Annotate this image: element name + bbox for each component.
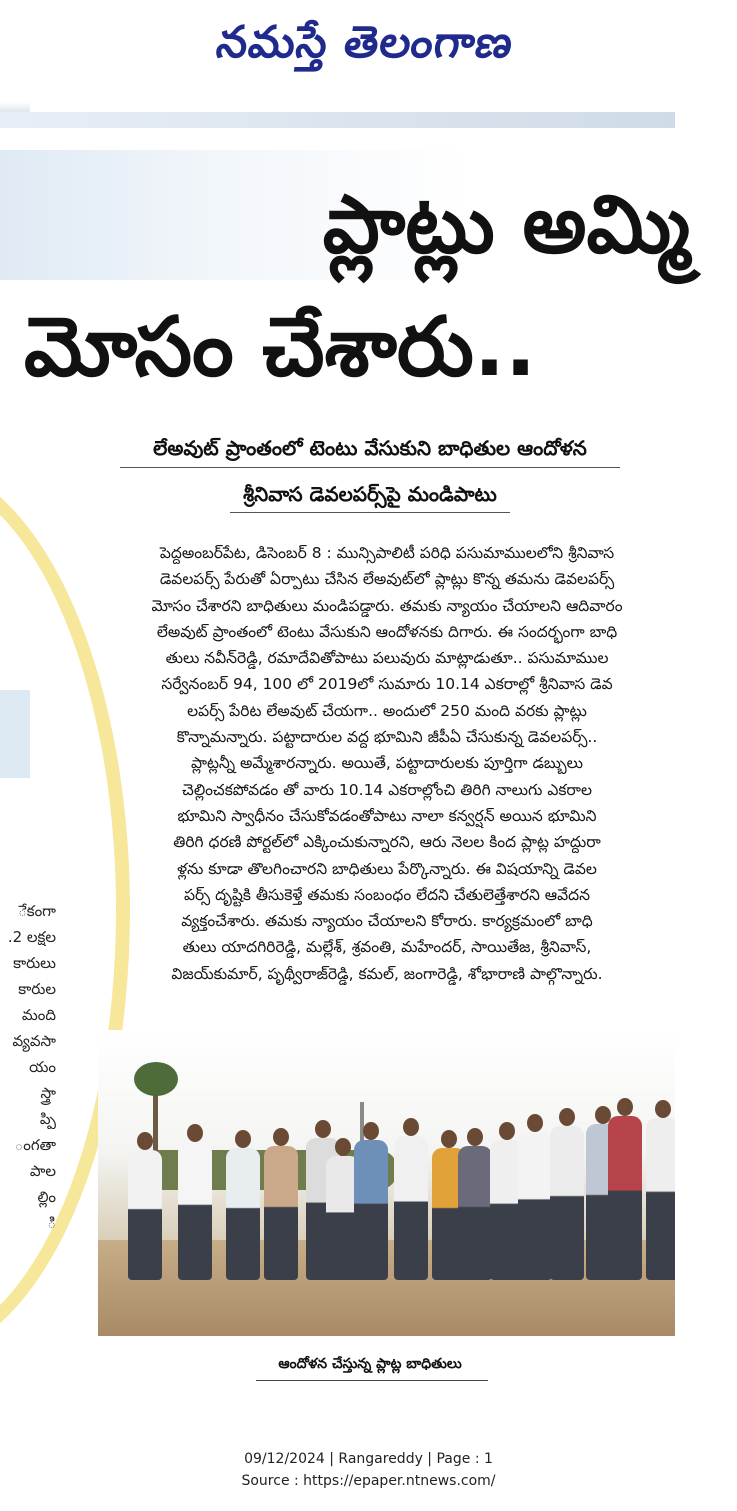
side-line: కారులు: [13, 954, 56, 972]
article-line: భూమిని స్వాధీనం చేసుకోవడంతోపాటు నాలా కన్వర్షన్ అయిన భూమిని: [177, 806, 597, 825]
article-line: వ్యక్తంచేశారు. తమకు న్యాయం చేయాలని కోరారు. కార్యక్రమంలో బాధి: [181, 912, 593, 931]
photo-person: [394, 1136, 428, 1280]
subheadline-1: లేఅవుట్ ప్రాంతంలో టెంటు వేసుకుని బాధితుల ఆందోళన: [153, 436, 587, 460]
photo-person-head: [315, 1120, 331, 1138]
photo-person-head: [363, 1122, 379, 1140]
footer-date-edition: 09/12/2024 | Rangareddy | Page : 1: [244, 1451, 493, 1467]
photo-person-head: [335, 1138, 351, 1156]
article-line: సర్వేనంబర్ 94, 100 లో 2019లో సుమారు 10.14 ఎకరాల్లో శ్రీనివాస డెవ: [161, 675, 613, 694]
side-line: పాల: [29, 1162, 56, 1180]
article-body: [92, 540, 682, 1020]
photo-person-head: [403, 1118, 419, 1136]
photo-person-head: [499, 1122, 515, 1140]
article-line: తులు నవీన్‌రెడ్డి, రమాదేవితోపాటు పలువురు మాట్లాడుతూ.. పసుమాముల: [165, 649, 609, 668]
photo-person: [550, 1126, 584, 1280]
article-line: విజయ్‌కుమార్, పృథ్వీరాజ్‌రెడ్డి, కమల్, జంగారెడ్డి, శోభారాణి పాల్గొన్నారు.: [171, 964, 603, 983]
side-line: ప్పి: [39, 1110, 56, 1128]
photo-person-head: [441, 1130, 457, 1148]
newspaper-logo: నమస్తే తెలంగాణ: [213, 17, 517, 68]
article-line: కొన్నామన్నారు. పట్టాదారుల వద్ద భూమిని జీపీఏ చేసుకున్న డెవలపర్స్..: [176, 728, 598, 747]
article-line: మోసం చేశారని బాధితులు మండిపడ్డారు. తమకు న్యాయం చేయాలని ఆదివారం: [151, 596, 623, 615]
side-line: .2 లక్షల: [7, 928, 56, 946]
photo-person-head: [467, 1128, 483, 1146]
article-line: తిరిగి ధరణి పోర్టల్‌లో ఎక్కించుకున్నారని, ఆరు నెలల కింద ప్లాట్ల హద్దురా: [173, 833, 601, 852]
photo-person: [458, 1146, 492, 1280]
masthead: [0, 0, 737, 100]
photo-person: [226, 1148, 260, 1280]
side-line: స్త్రా: [40, 1084, 56, 1102]
side-line: ేకంగా: [18, 902, 56, 920]
photo-person-head: [617, 1098, 633, 1116]
photo-person-head: [187, 1124, 203, 1142]
article-line: పర్స్ దృష్టికి తీసుకెళ్తే తమకు సంబంధం లేదని చేతులెత్తేశారని ఆవేదన: [184, 885, 590, 904]
side-blue-box: [0, 690, 30, 778]
article-line: ళ్లను కూడా తొలగించారని బాధితులు పేర్కొన్నారు. ఈ విషయాన్ని డెవల: [177, 859, 597, 878]
side-line: ంగతా: [14, 1136, 56, 1154]
photo-person-head: [235, 1130, 251, 1148]
side-line: యం: [29, 1058, 56, 1076]
side-line: వ్యవసా: [12, 1032, 56, 1050]
article-line: డెవలపర్స్ పేరుతో ఏర్పాటు చేసిన లేఅవుట్‌లో ప్లాట్లు కొన్న తమను డెవలపర్స్: [159, 570, 615, 589]
photo-person-head: [527, 1114, 543, 1132]
photo-person-head: [655, 1100, 671, 1118]
headline-line-1: ప్లాట్లు అమ్మి: [322, 178, 690, 271]
news-photo: [98, 1030, 675, 1336]
article-line: చెల్లించకపోవడం తో వారు 10.14 ఎకరాల్లోంచి తిరిగి నాలుగు ఎకరాల: [182, 780, 592, 799]
side-line: ి: [47, 1214, 56, 1232]
photo-person: [354, 1140, 388, 1280]
article-line: తులు యాదగిరిరెడ్డి, మల్లేశ్, శ్రవంతి, మహేందర్, సాయితేజ, శ్రీనివాస్,: [182, 938, 592, 957]
photo-person: [264, 1146, 298, 1280]
side-line: కారుల: [18, 980, 56, 998]
photo-person: [178, 1142, 212, 1280]
photo-person-head: [273, 1128, 289, 1146]
photo-person: [128, 1150, 162, 1280]
caption-rule: [256, 1380, 488, 1381]
side-line: మంది: [21, 1006, 56, 1024]
photo-person: [518, 1132, 552, 1280]
photo-person-head: [137, 1132, 153, 1150]
photo-caption: ఆందోళన చేస్తున్న ప్లాట్ల బాధితులు: [278, 1356, 462, 1372]
side-line: ల్లిం: [37, 1188, 56, 1206]
subheadline-rule-2: [230, 512, 510, 513]
photo-palm-fronds: [134, 1062, 178, 1096]
photo-person-head: [559, 1108, 575, 1126]
article-line: పెద్దఅంబర్‌పేట, డిసెంబర్ 8 : మున్సిపాలిటీ పరిధి పసుమాములలోని శ్రీనివాస: [159, 544, 615, 562]
subheadline-2: శ్రీనివాస డెవలపర్స్‌పై మండిపాటు: [243, 482, 497, 506]
footer-source: Source : https://epaper.ntnews.com/: [241, 1473, 496, 1489]
subheadline-rule-1: [120, 467, 620, 468]
headline-line-2: మోసం చేశారు..: [24, 300, 537, 395]
photo-person: [608, 1116, 642, 1280]
article-line: లేఅవుట్ ప్రాంతంలో టెంటు వేసుకుని ఆందోళనకు దిగారు. ఈ సందర్భంగా బాధి: [156, 622, 618, 641]
photo-person: [646, 1118, 675, 1280]
side-column-fragment: [0, 898, 60, 1298]
article-line: ప్లాట్లన్నీ అమ్మేశారన్నారు. అయితే, పట్టాదారులకు పూర్తిగా డబ్బులు: [190, 754, 584, 773]
header-rule-band: [0, 112, 675, 128]
article-line: లపర్స్ పేరిట లేఅవుట్ చేయగా.. అందులో 250 మంది వరకు ప్లాట్లు: [187, 701, 587, 720]
